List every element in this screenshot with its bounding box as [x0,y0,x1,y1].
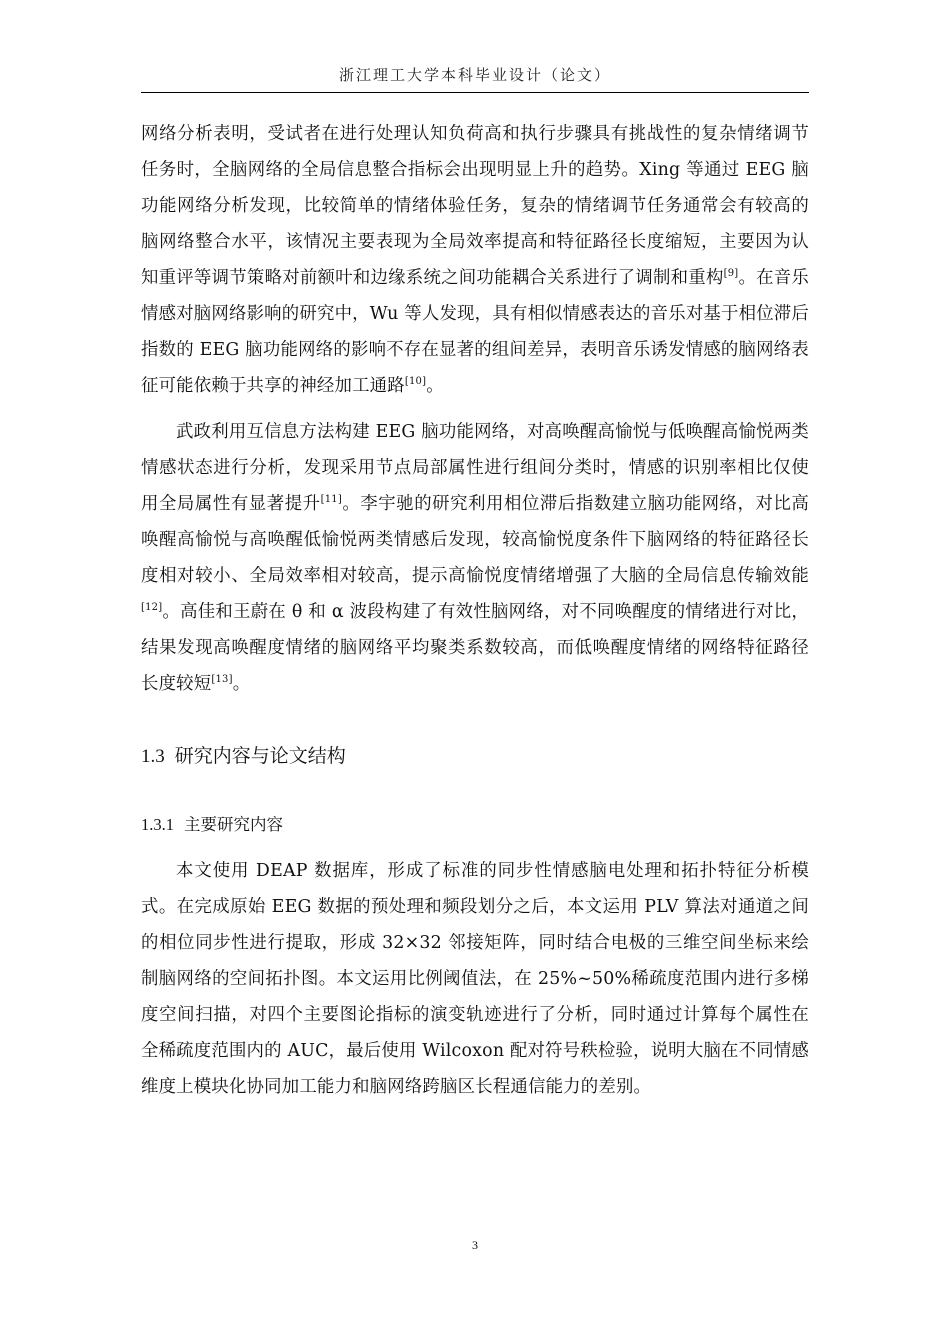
citation-10: [10] [404,376,427,388]
paragraph-2 [141,414,809,702]
paragraph-2-text-a: 武政利用互信息方法构建 EEG 脑功能网络，对高唤醒高愉悦与低唤醒高愉悦两类情感状态进行分析，发现采用节点局部属性进行组间分类时，情感的识别率相比仅使用全局属性有显著提升 [141,422,809,514]
paragraph-2-text-c: 。高佳和王蔚在 θ 和 α 波段构建了有效性脑网络，对不同唤醒度的情绪进行对比，结果发现高唤醒度情绪的脑网络平均聚类系数较高，而低唤醒度情绪的网络特征路径长度较短 [141,602,809,694]
citation-11: [11] [320,494,342,506]
subsection-heading [141,811,283,835]
paragraph-3-text: 本文使用 DEAP 数据库，形成了标准的同步性情感脑电处理和拓扑特征分析模式。在完成原始 EEG 数据的预处理和频段划分之后，本文运用 PLV 算法对通道之间的相位同步性进行提取，形成 32×32 邻接矩阵，同时结合电极的三维空间坐标来绘制脑网络的空间拓扑图。本文运用比例阈值法，在 25%~50%稀疏度范围内进行多梯度空间扫描，对四个主要图论指标的演变轨迹进行了分析，同时通过计算每个属性在全稀疏度范围内的 AUC，最后使用 Wilcoxon 配对符号秩检验，说明大脑在不同情感维度上模块化协同加工能力和脑网络跨脑区长程通信能力的差别。 [141,861,810,1097]
running-header: 浙江理工大学本科毕业设计（论文） [338,66,611,84]
paragraph-2-text-b: 。李宇驰的研究利用相位滞后指数建立脑功能网络，对比高唤醒高愉悦与高唤醒低愉悦两类情感后发现，较高愉悦度条件下脑网络的特征路径长度相对较小、全局效率相对较高，提示高愉悦度情绪增强了大脑的全局信息传输效能 [141,494,809,586]
paragraph-1-text-a: 网络分析表明，受试者在进行处理认知负荷高和执行步骤具有挑战性的复杂情绪调节任务时，全脑网络的全局信息整合指标会出现明显上升的趋势。Xing 等通过 EEG 脑功能网络分析发现，比较简单的情绪体验任务，复杂的情绪调节任务通常会有较高的脑网络整合水平，该情况主要表现为全局效率提高和特征路径长度缩短，主要因为认知重评等调节策略对前额叶和边缘系统之间功能耦合关系进行了调制和重构 [141,124,809,288]
paragraph-1 [141,116,809,404]
citation-9: [9] [723,268,739,280]
paragraph-2-text-d: 。 [232,674,251,694]
subsection-number: 1.3.1 [141,815,174,834]
citation-13: [13] [211,674,233,686]
section-number: 1.3 [141,746,165,767]
subsection-title: 主要研究内容 [184,815,283,834]
header-rule [141,92,809,93]
section-heading [141,741,346,768]
section-title: 研究内容与论文结构 [174,745,346,767]
citation-12: [12] [141,602,163,614]
page-number: 3 [472,1238,478,1252]
paragraph-3 [141,853,809,1105]
paragraph-1-text-b: 。在音乐情感对脑网络影响的研究中，Wu 等人发现，具有相似情感表达的音乐对基于相位滞后指数的 EEG 脑功能网络的影响不存在显著的组间差异，表明音乐诱发情感的脑网络表征可能依赖于共享的神经加工通路 [141,268,809,396]
paragraph-1-text-c: 。 [426,376,444,396]
